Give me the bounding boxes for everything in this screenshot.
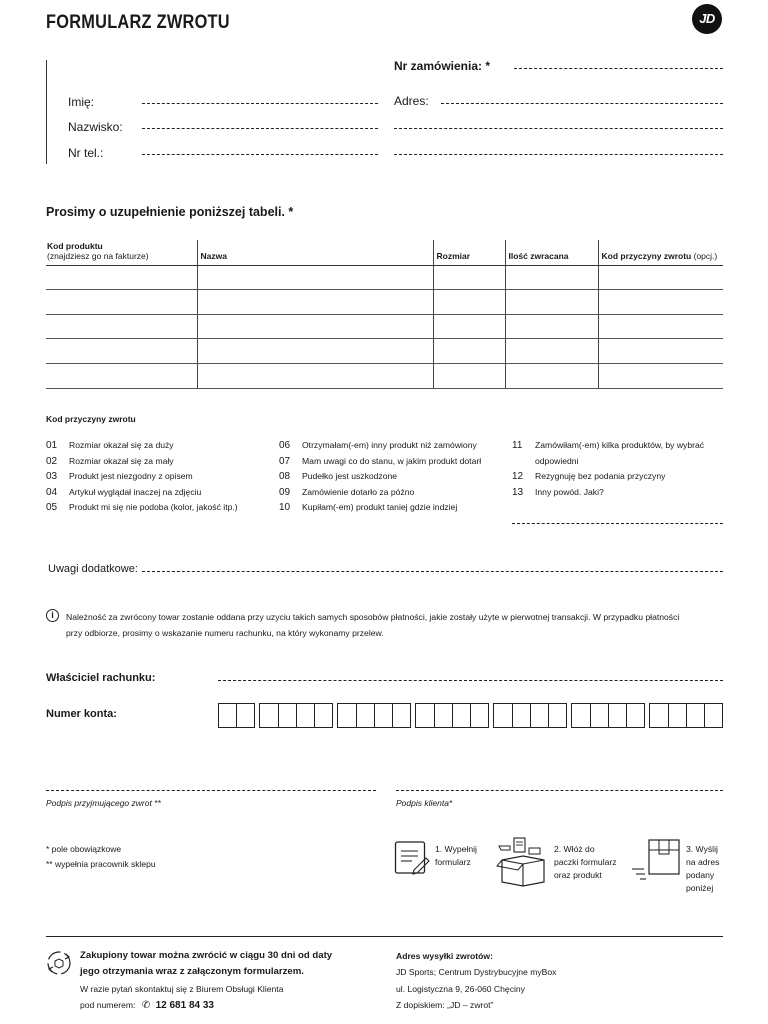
first-name-field[interactable] (142, 103, 378, 104)
step-2-text: 2. Włóż do paczki formularz oraz produkt (554, 844, 617, 880)
account-owner-field[interactable] (218, 680, 723, 681)
products-heading: Prosimy o uzupełnienie poniższej tabeli. * (46, 205, 294, 219)
product-name-cell[interactable] (197, 314, 433, 339)
size-cell[interactable] (433, 290, 505, 315)
step-1-text: 1. Wypełnij formularz (435, 844, 477, 867)
order-number-field[interactable] (514, 68, 723, 69)
account-number-group[interactable] (493, 703, 567, 728)
required-note: * pole obowiązkowe (46, 844, 122, 854)
order-number-label: Nr zamówienia: * (394, 59, 491, 73)
table-row (46, 265, 723, 290)
address-field-line1[interactable] (441, 103, 723, 104)
column-header-quantity: Ilość zwracana (505, 240, 598, 265)
phone-line: pod numerem: ✆ 12 681 84 33 (80, 1000, 214, 1011)
address-heading: Adres wysyłki zwrotów: (396, 951, 493, 961)
product-name-cell[interactable] (197, 339, 433, 364)
reason-item-continuation: odpowiedni (535, 456, 579, 466)
account-number-group[interactable] (571, 703, 645, 728)
page-title: FORMULARZ ZWROTU (46, 12, 230, 33)
phone-number[interactable]: 12 681 84 33 (155, 1000, 214, 1011)
last-name-field[interactable] (142, 128, 378, 129)
product-code-cell[interactable] (46, 314, 197, 339)
size-cell[interactable] (433, 363, 505, 388)
contact-info-text: W razie pytań skontaktuj się z Biurem Obsługi Klienta (80, 984, 284, 994)
product-name-cell[interactable] (197, 265, 433, 290)
product-code-cell[interactable] (46, 265, 197, 290)
receiver-signature-field[interactable] (46, 790, 376, 791)
reason-item: 06 Otrzymałam(-em) inny produkt niż zamówiony (279, 440, 477, 451)
first-name-label: Imię: (68, 95, 95, 109)
reason-code-cell[interactable] (598, 339, 723, 364)
product-code-cell[interactable] (46, 339, 197, 364)
footer-divider (46, 936, 723, 937)
reason-item: 10 Kupiłam(-em) produkt taniej gdzie indziej (279, 502, 458, 513)
product-code-cell[interactable] (46, 290, 197, 315)
account-number-group[interactable] (337, 703, 411, 728)
reason-item: 01 Rozmiar okazał się za duży (46, 440, 174, 451)
reason-item: 08 Pudełko jest uszkodzone (279, 471, 398, 482)
reason-item: 02 Rozmiar okazał się za mały (46, 456, 174, 467)
info-icon: i (46, 609, 59, 622)
remarks-field[interactable] (142, 571, 723, 572)
reason-code-cell[interactable] (598, 290, 723, 315)
staff-note: ** wypełnia pracownik sklepu (46, 859, 156, 869)
step-3-text: 3. Wyślij na adres podany poniżej (686, 844, 720, 893)
other-reason-field[interactable] (512, 523, 723, 524)
package-icon (496, 836, 550, 888)
product-name-cell[interactable] (197, 363, 433, 388)
size-cell[interactable] (433, 314, 505, 339)
address-line: ul. Logistyczna 9, 26-060 Chęciny (396, 984, 525, 994)
quantity-cell[interactable] (505, 339, 598, 364)
products-table (46, 240, 723, 389)
column-header-name: Nazwa (197, 240, 433, 265)
table-row (46, 339, 723, 364)
return-policy-line2: jego otrzymania wraz z załączonym formularzem. (80, 966, 304, 977)
quantity-cell[interactable] (505, 290, 598, 315)
product-code-cell[interactable] (46, 363, 197, 388)
reason-item: 11 Zamówiłam(-em) kilka produktów, by wybrać (512, 440, 705, 451)
address-field-line2[interactable] (394, 128, 723, 129)
size-cell[interactable] (433, 339, 505, 364)
jd-logo: JD (692, 4, 722, 34)
return-policy-line1: Zakupiony towar można zwrócić w ciągu 30 dni od daty (80, 950, 333, 961)
last-name-label: Nazwisko: (68, 120, 123, 134)
column-header-product-code: Kod produktu (znajdziesz go na fakturze) (46, 240, 197, 265)
table-row (46, 363, 723, 388)
reason-item: 13 Inny powód. Jaki? (512, 487, 604, 498)
account-number-group[interactable] (218, 703, 255, 728)
form-icon (394, 840, 430, 876)
account-number-label: Numer konta: (46, 708, 117, 720)
table-row (46, 314, 723, 339)
receiver-signature-label: Podpis przyjmującego zwrot ** (46, 798, 161, 808)
size-cell[interactable] (433, 265, 505, 290)
address-label: Adres: (394, 94, 429, 108)
account-number-group[interactable] (649, 703, 723, 728)
client-signature-label: Podpis klienta* (396, 798, 453, 808)
reason-item: 04 Artykuł wyglądał inaczej na zdjęciu (46, 487, 202, 498)
address-line: Z dopiskiem: „JD – zwrot” (396, 1000, 494, 1010)
reason-code-cell[interactable] (598, 265, 723, 290)
reason-item: 12 Rezygnuję bez podania przyczyny (512, 471, 666, 482)
product-name-cell[interactable] (197, 290, 433, 315)
payment-info-text: Należność za zwrócony towar zostanie oddana przy uzyciu takich samych sposobów płatności, jakie zostały użyte w pierwotnej transakcji. W przypadku płatności przy odbiorze, prosimy o wskazanie numeru rachunku, na który wykonamy przelew. (66, 612, 680, 638)
account-owner-label: Właściciel rachunku: (46, 672, 156, 684)
reason-item: 07 Mam uwagi co do stanu, w jakim produkt dotarł (279, 456, 482, 467)
reason-codes-heading: Kod przyczyny zwrotu (46, 414, 136, 424)
quantity-cell[interactable] (505, 363, 598, 388)
reason-item: 09 Zamówienie dotarło za późno (279, 487, 415, 498)
client-signature-field[interactable] (396, 790, 723, 791)
reason-code-cell[interactable] (598, 363, 723, 388)
shipping-box-icon (630, 838, 682, 882)
account-number-group[interactable] (415, 703, 489, 728)
account-number-group[interactable] (259, 703, 333, 728)
quantity-cell[interactable] (505, 314, 598, 339)
reason-code-cell[interactable] (598, 314, 723, 339)
address-line: JD Sports; Centrum Dystrybucyjne myBox (396, 967, 557, 977)
phone-label: Nr tel.: (68, 146, 104, 160)
reason-item: 05 Produkt mi się nie podoba (kolor, jakość itp.) (46, 502, 238, 513)
address-field-line3[interactable] (394, 154, 723, 155)
quantity-cell[interactable] (505, 265, 598, 290)
contact-section-line (46, 60, 47, 164)
return-arrows-icon (46, 950, 72, 976)
remarks-label: Uwagi dodatkowe: (48, 563, 138, 575)
column-header-size: Rozmiar (433, 240, 505, 265)
column-header-reason-code: Kod przyczyny zwrotu (opcj.) (598, 240, 723, 265)
reason-item: 03 Produkt jest niezgodny z opisem (46, 471, 193, 482)
phone-icon: ✆ (141, 1000, 151, 1011)
table-row (46, 290, 723, 315)
phone-field[interactable] (142, 154, 378, 155)
